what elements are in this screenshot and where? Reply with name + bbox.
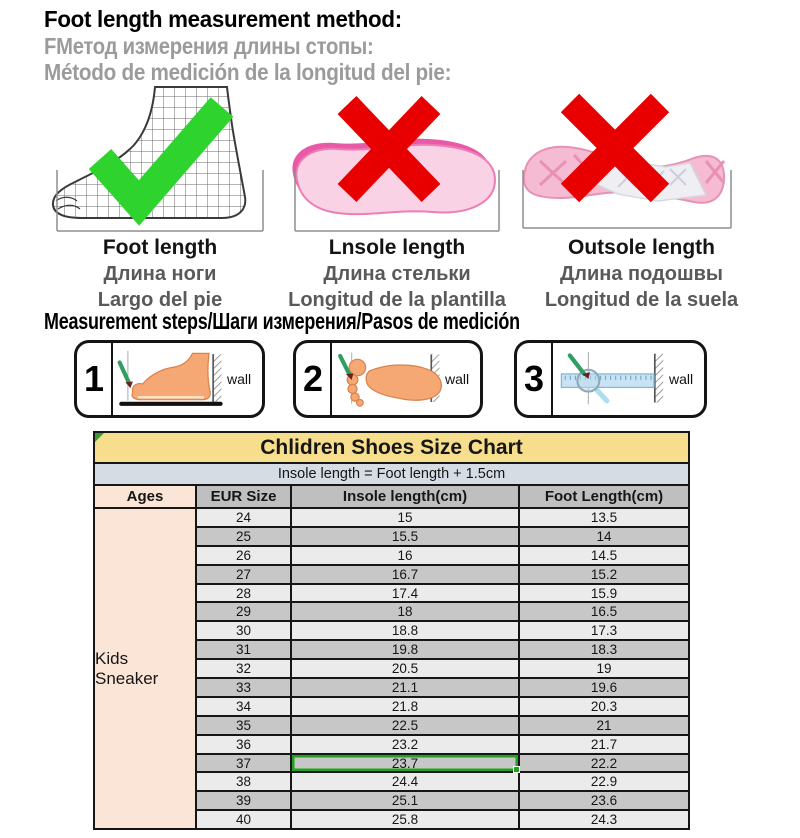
size-cell-37-insole: 23.7	[292, 755, 518, 772]
col-header-insole: Insole length(cm)	[292, 486, 518, 507]
foot-side-view	[132, 353, 210, 399]
size-cell-28-eur: 28	[197, 585, 290, 602]
size-cell-40-eur: 40	[197, 811, 290, 828]
figure-label-es: Longitud de la plantilla	[288, 289, 506, 311]
size-cell-29-insole: 18	[292, 603, 518, 620]
size-cell-31-foot: 18.3	[520, 641, 688, 658]
size-cell-36-insole: 23.2	[292, 736, 518, 753]
size-cell-24-foot: 13.5	[520, 509, 688, 526]
size-cell-38-eur: 38	[197, 773, 290, 790]
wall-label: wall	[227, 371, 252, 387]
size-cell-39-foot: 23.6	[520, 792, 688, 809]
size-cell-28-insole: 17.4	[292, 585, 518, 602]
size-cell-24-eur: 24	[197, 509, 290, 526]
figure-label-ru: Длина стельки	[323, 263, 471, 285]
footprint-top-view	[347, 359, 441, 406]
size-cell-25-insole: 15.5	[292, 528, 518, 545]
col-header-ages: Ages	[95, 486, 195, 507]
size-cell-40-foot: 24.3	[520, 811, 688, 828]
size-cell-36-eur: 36	[197, 736, 290, 753]
step-2-box	[293, 340, 483, 418]
figure-label-es: Longitud de la suela	[544, 289, 739, 311]
size-cell-30-insole: 18.8	[292, 622, 518, 639]
size-chart-grid	[93, 431, 690, 830]
steps-title: Measurement steps/Шаги измерения/Pasos de medición	[44, 308, 520, 334]
size-cell-37-foot: 22.2	[520, 755, 688, 772]
size-cell-27-foot: 15.2	[520, 566, 688, 583]
step-2-drawing	[332, 343, 451, 415]
size-cell-30-eur: 30	[197, 622, 290, 639]
size-cell-35-insole: 22.5	[292, 717, 518, 734]
size-cell-37-eur: 37	[197, 755, 290, 772]
size-cell-24-insole: 15	[292, 509, 518, 526]
title-ru: FМетод измерения длины стопы:	[44, 33, 374, 59]
size-cell-34-eur: 34	[197, 698, 290, 715]
size-cell-32-foot: 19	[520, 660, 688, 677]
step-1-number: 1	[83, 358, 105, 399]
insole-drawing	[283, 85, 511, 233]
step-1-drawing	[113, 343, 233, 415]
size-cell-38-insole: 24.4	[292, 773, 518, 790]
excel-corner-flag-icon	[95, 433, 104, 442]
foot-length-figure	[42, 85, 278, 313]
outsole-length-figure	[518, 85, 765, 313]
size-cell-34-foot: 20.3	[520, 698, 688, 715]
ruler	[561, 374, 654, 387]
ages-group-cell: Kids Sneaker	[95, 509, 195, 828]
wall-hatch	[213, 354, 221, 402]
outsole-drawing	[518, 85, 765, 233]
col-header-eur: EUR Size	[197, 486, 290, 507]
size-cell-26-foot: 14.5	[520, 547, 688, 564]
size-cell-36-foot: 21.7	[520, 736, 688, 753]
insole-length-figure	[283, 85, 511, 313]
size-cell-32-insole: 20.5	[292, 660, 518, 677]
size-cell-31-eur: 31	[197, 641, 290, 658]
selection-fill-handle	[513, 766, 520, 773]
size-cell-25-foot: 14	[520, 528, 688, 545]
figure-label-en: Lnsole length	[328, 236, 466, 259]
size-chart-title-text: Chlidren Shoes Size Chart	[260, 435, 523, 459]
size-cell-30-foot: 17.3	[520, 622, 688, 639]
step-1-box	[74, 340, 265, 418]
size-cell-33-foot: 19.6	[520, 679, 688, 696]
foot-wireframe-drawing	[42, 85, 278, 233]
size-cell-32-eur: 32	[197, 660, 290, 677]
size-cell-34-insole: 21.8	[292, 698, 518, 715]
figure-label-en: Foot length	[102, 236, 218, 259]
size-cell-26-eur: 26	[197, 547, 290, 564]
size-cell-39-insole: 25.1	[292, 792, 518, 809]
step-3-box	[514, 340, 707, 418]
size-cell-28-foot: 15.9	[520, 585, 688, 602]
wall-hatch	[655, 354, 663, 403]
size-cell-27-eur: 27	[197, 566, 290, 583]
size-chart-title	[95, 433, 688, 462]
size-cell-25-eur: 25	[197, 528, 290, 545]
step-3-drawing	[553, 343, 675, 415]
figure-label-en: Outsole length	[568, 236, 715, 259]
size-cell-33-eur: 33	[197, 679, 290, 696]
size-cell-40-insole: 25.8	[292, 811, 518, 828]
size-cell-26-insole: 16	[292, 547, 518, 564]
pencil-icon	[120, 362, 133, 388]
col-header-foot: Foot Length(cm)	[520, 486, 688, 507]
size-cell-29-eur: 29	[197, 603, 290, 620]
step-2-number: 2	[302, 358, 324, 399]
size-cell-27-insole: 16.7	[292, 566, 518, 583]
title-en: Foot length measurement method:	[44, 6, 402, 32]
size-cell-39-eur: 39	[197, 792, 290, 809]
figure-label-ru: Длина ноги	[103, 263, 217, 285]
size-cell-29-foot: 16.5	[520, 603, 688, 620]
wall-label: wall	[445, 371, 470, 387]
title-es: Método de medición de la longitud del pie:	[44, 59, 452, 85]
figure-label-ru: Длина подошвы	[560, 263, 723, 285]
size-cell-38-foot: 22.9	[520, 773, 688, 790]
size-chart-formula: Insole length = Foot length + 1.5cm	[95, 464, 688, 484]
wall-label: wall	[669, 371, 694, 387]
size-cell-33-insole: 21.1	[292, 679, 518, 696]
size-cell-35-foot: 21	[520, 717, 688, 734]
step-3-number: 3	[523, 358, 545, 399]
figure-label-es: Largo del pie	[97, 289, 223, 311]
size-cell-35-eur: 35	[197, 717, 290, 734]
size-cell-31-insole: 19.8	[292, 641, 518, 658]
